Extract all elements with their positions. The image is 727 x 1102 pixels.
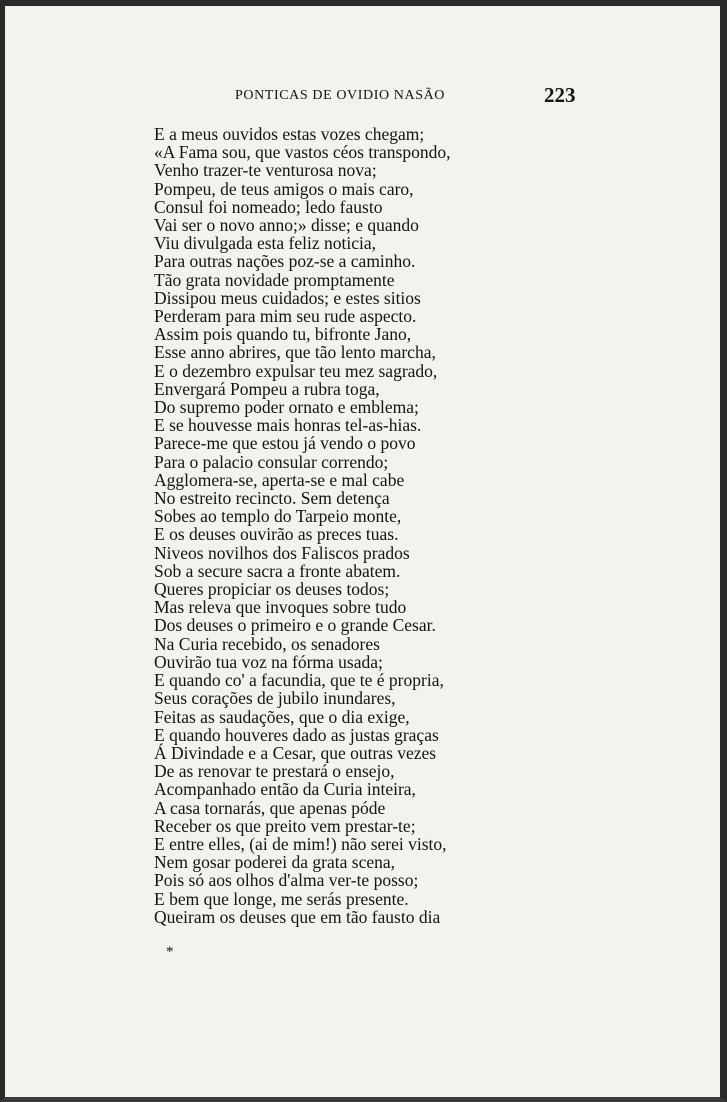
poem-line: E os deuses ouvirão as preces tuas. [154, 524, 399, 545]
poem-line: E quando co' a facundia, que te é propria, [154, 670, 444, 691]
poem-line: Vai ser o novo anno;» disse; e quando [154, 215, 419, 236]
poem-line: Ouvirão tua voz na fórma usada; [154, 651, 383, 672]
poem-line: Venho trazer-te venturosa nova; [154, 160, 377, 181]
poem-line: Agglomera-se, aperta-se e mal cabe [154, 469, 405, 490]
poem-line: Pois só aos olhos d'alma ver-te posso; [154, 870, 419, 891]
poem-line: Acompanhado então da Curia inteira, [154, 779, 416, 800]
poem-line: Queres propiciar os deuses todos; [154, 579, 390, 600]
poem-line: Do supremo poder ornato e emblema; [154, 397, 419, 418]
poem-line: Parece-me que estou já vendo o povo [154, 433, 416, 454]
poem-line: Sob a secure sacra a fronte abatem. [154, 560, 401, 581]
poem-line: Á Divindade e a Cesar, que outras vezes [154, 742, 437, 763]
poem-line: Esse anno abrires, que tão lento marcha, [154, 342, 436, 363]
poem-line: E o dezembro expulsar teu mez sagrado, [154, 360, 438, 381]
poem-line: Assim pois quando tu, bifronte Jano, [154, 324, 412, 345]
poem-line: A casa tornarás, que apenas póde [154, 797, 386, 818]
poem-line: E se houvesse mais honras tel-as-hias. [154, 415, 422, 436]
poem-line: Seus corações de jubilo inundares, [154, 688, 396, 709]
poem-line: Sobes ao templo do Tarpeio monte, [154, 506, 402, 527]
poem-line: Para o palacio consular correndo; [154, 451, 389, 472]
poem-line: Tão grata novidade promptamente [154, 269, 395, 290]
poem-line: Pompeu, de teus amigos o mais caro, [154, 178, 414, 199]
poem-line: Envergará Pompeu a rubra toga, [154, 378, 380, 399]
poem-line: Para outras nações poz-se a caminho. [154, 251, 416, 272]
poem-line: Mas releva que invoques sobre tudo [154, 597, 407, 618]
signature-mark: * [166, 944, 174, 960]
poem-line: E bem que longe, me serás presente. [154, 888, 409, 909]
poem-line: Nem gosar poderei da grata scena, [154, 852, 396, 873]
poem-line: No estreito recincto. Sem detença [154, 488, 390, 509]
poem-line: Dissipou meus cuidados; e estes sitios [154, 287, 421, 308]
poem-line: Na Curia recebido, os senadores [154, 633, 380, 654]
poem-line: Niveos novilhos dos Faliscos prados [154, 542, 410, 563]
poem-line: De as renovar te prestará o ensejo, [154, 761, 395, 782]
running-head [0, 83, 727, 110]
poem-line: Perderam para mim seu rude aspecto. [154, 306, 417, 327]
poem-line: «A Fama sou, que vastos céos transpondo, [154, 142, 451, 163]
poem-line: Dos deuses o primeiro e o grande Cesar. [154, 615, 436, 636]
poem-line: E entre elles, (ai de mim!) não serei visto, [154, 833, 447, 854]
poem-line: Viu divulgada esta feliz noticia, [154, 233, 376, 254]
poem-line: Receber os que preito vem prestar-te; [154, 815, 416, 836]
running-title: PONTICAS DE OVIDIO NASÃO [235, 88, 446, 103]
poem-text [154, 125, 451, 926]
poem-line: Consul foi nomeado; ledo fausto [154, 196, 383, 217]
poem-line: E a meus ouvidos estas vozes chegam; [154, 124, 425, 144]
poem-line: E quando houveres dado as justas graças [154, 724, 439, 745]
poem-line: Feitas as saudações, que o dia exige, [154, 706, 410, 727]
page-number: 223 [544, 83, 576, 107]
poem-line: Queiram os deuses que em tão fausto dia [154, 906, 441, 927]
